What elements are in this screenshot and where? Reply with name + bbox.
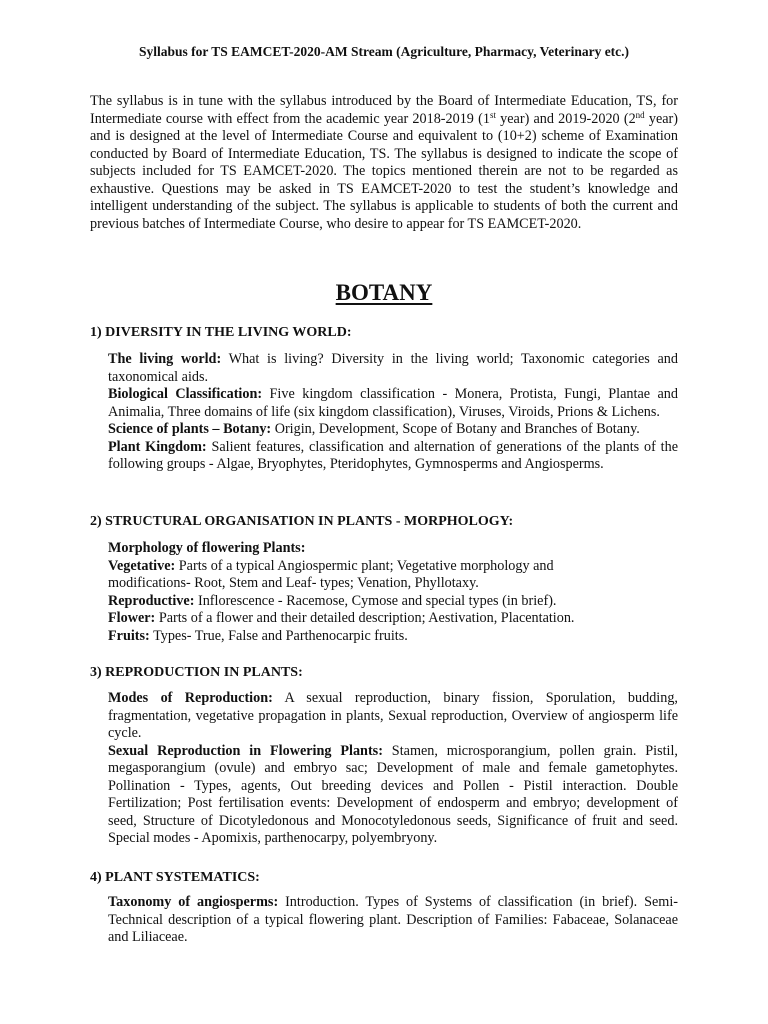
topic-label: Reproductive: bbox=[108, 592, 195, 609]
topic-label: Sexual Reproduction in Flowering Plants: bbox=[108, 742, 383, 759]
topic-label: Modes of Reproduction: bbox=[108, 690, 273, 706]
topic-text: A sexual reproduction, binary fission, Sporulation, budding, fragmentation, vegetative propagation in plants, Sexual reproduction, Overview of angiosperm life cycle. bbox=[108, 690, 678, 741]
topic-text: Parts of a typical Angiospermic plant; Vegetative morphology and modifications- Root, Stem and Leaf- types; Venation, Phyllotaxy. bbox=[108, 557, 554, 591]
topic-label: Morphology of flowering Plants: bbox=[108, 540, 306, 556]
topic-label: Flower: bbox=[108, 610, 156, 626]
topic-item bbox=[108, 593, 678, 611]
subject-heading: BOTANY bbox=[335, 280, 433, 305]
intro-superscript-2: nd bbox=[635, 109, 645, 120]
topic-text: Introduction. Types of Systems of classification (in brief). Semi-Technical description of a typical flowering plant. Description of Families: Fabaceae, Solanaceae and Liliaceae. bbox=[108, 894, 678, 945]
section-heading-1: 1) DIVERSITY IN THE LIVING WORLD: bbox=[90, 325, 352, 340]
topic-item bbox=[108, 894, 678, 947]
topic-item bbox=[108, 690, 678, 743]
section-heading-3: 3) REPRODUCTION IN PLANTS: bbox=[90, 665, 303, 680]
section-heading-2: 2) STRUCTURAL ORGANISATION IN PLANTS - MORPHOLOGY: bbox=[90, 514, 514, 529]
topic-label: The living world: bbox=[108, 351, 222, 367]
section-body-4 bbox=[108, 894, 678, 947]
topic-text: Five kingdom classification - Monera, Protista, Fungi, Plantae and Animalia, Three domains of life (six kingdom classification), Viruses, Viroids, Prions & Lichens. bbox=[108, 386, 678, 420]
section-body-1 bbox=[108, 351, 678, 474]
intro-paragraph bbox=[90, 93, 678, 233]
intro-text-part3: year) and is designed at the level of Intermediate Course and equivalent to (10+2) scheme of Examination conducted by Board of Intermediate Education, TS. The syllabus is designed to indicate the scope of subjects included for TS EAMCET-2020. The topics mentioned therein are not to be regarded as exhaustive. Questions may be asked in TS EAMCET-2020 to test the student’s knowledge and intelligent understanding of the subject. The syllabus is applicable to students of both the current and previous batches of Intermediate Course, who desire to appear for TS EAMCET-2020. bbox=[90, 110, 679, 232]
topic-text: Inflorescence - Racemose, Cymose and special types (in brief). bbox=[194, 592, 557, 609]
section-body-3 bbox=[108, 690, 678, 848]
topic-label: Biological Classification: bbox=[108, 386, 263, 402]
topic-item bbox=[108, 558, 598, 593]
intro-text-part1: The syllabus is in tune with the syllabus introduced by the Board of Intermediate Education, TS, for Intermediate course with effect from the academic year 2018-2019 (1 bbox=[90, 93, 678, 127]
intro-text-part2: year) and 2019-2020 (2 bbox=[495, 110, 636, 127]
topic-label: Taxonomy of angiosperms: bbox=[108, 894, 279, 910]
document-title: Syllabus for TS EAMCET-2020-AM Stream (Agriculture, Pharmacy, Veterinary etc.) bbox=[138, 44, 630, 59]
topic-item bbox=[108, 351, 678, 386]
topic-text: What is living? Diversity in the living world; Taxonomic categories and taxonomical aids. bbox=[108, 351, 678, 385]
intro-superscript-1: st bbox=[489, 109, 496, 120]
topic-label: Plant Kingdom: bbox=[108, 438, 207, 455]
topic-item bbox=[108, 610, 678, 628]
topic-label: Fruits: bbox=[108, 627, 150, 644]
topic-text: Origin, Development, Scope of Botany and Branches of Botany. bbox=[271, 421, 640, 437]
topic-item bbox=[108, 421, 678, 439]
topic-text: Stamen, microsporangium, pollen grain. Pistil, megasporangium (ovule) and embryo sac; Development of male and female gametophytes. Pollination - Types, agents, Out breeding devices and Pollen - Pistil interaction. Double Fertilization; Post fertilisation events: Development of endosperm and embryo; development of seed, Structure of Dicotyledonous and Monocotyledonous seeds, Significance of fruit and seed. Special modes - Apomixis, parthenocarpy, polyembryony. bbox=[108, 742, 678, 846]
topic-text: Types- True, False and Parthenocarpic fruits. bbox=[149, 627, 408, 644]
topic-item bbox=[108, 743, 678, 848]
topic-label: Science of plants – Botany: bbox=[108, 421, 272, 437]
topic-item bbox=[108, 439, 678, 474]
topic-text: Salient features, classification and alternation of generations of the plants of the following groups - Algae, Bryophytes, Pteridophytes, Gymnosperms and Angiosperms. bbox=[108, 438, 678, 472]
topic-item bbox=[108, 386, 678, 421]
topic-label: Vegetative: bbox=[108, 557, 176, 574]
topic-text: Parts of a flower and their detailed description; Aestivation, Placentation. bbox=[155, 610, 575, 626]
section-heading-4: 4) PLANT SYSTEMATICS: bbox=[90, 870, 260, 885]
section-body-2 bbox=[108, 540, 678, 645]
topic-item bbox=[108, 540, 678, 558]
topic-item bbox=[108, 628, 678, 646]
